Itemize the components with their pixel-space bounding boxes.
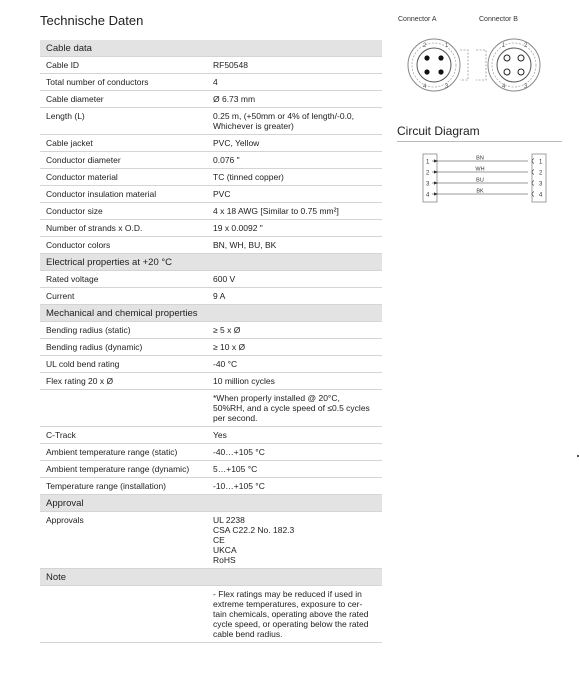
pin-label-b: 1 [539, 159, 543, 166]
pin-label-a: 4 [426, 192, 430, 199]
row-value: 4 x 18 AWG [Similar to 0.75 mm²] [213, 206, 339, 216]
connector-a-icon [404, 32, 472, 98]
row-label: C-Track [46, 430, 76, 440]
pin-label-b: 3 [539, 181, 543, 188]
table-row [40, 339, 382, 356]
table-row [40, 152, 382, 169]
table-row [40, 373, 382, 390]
circuit-diagram-title: Circuit Diagram [397, 124, 480, 138]
table-row [40, 108, 382, 135]
row-value: RF50548 [213, 60, 248, 70]
page-title: Technische Daten [40, 13, 144, 28]
row-value: UL 2238 CSA C22.2 No. 182.3 CE UKCA RoHS [213, 515, 295, 565]
section-header: Note [40, 569, 382, 586]
connector-b-icon [474, 32, 554, 98]
table-row [40, 220, 382, 237]
row-label: Conductor colors [46, 240, 111, 250]
connector-b-label: Connector B [479, 16, 518, 23]
svg-text:2: 2 [423, 43, 427, 49]
row-label: Cable ID [46, 60, 80, 70]
pin-label-a: 1 [426, 159, 430, 166]
svg-text:2: 2 [524, 43, 528, 49]
row-label: Temperature range (installation) [46, 481, 167, 491]
table-row [40, 74, 382, 91]
row-value: 9 A [213, 291, 226, 301]
row-value: -40 °C [213, 359, 238, 369]
row-label [40, 586, 211, 642]
row-value: 0.076 " [213, 155, 240, 165]
table-row [40, 57, 382, 74]
svg-text:1: 1 [445, 43, 449, 49]
row-value: PVC, Yellow [213, 138, 260, 148]
row-value: -10…+105 °C [213, 481, 265, 491]
divider [397, 141, 562, 142]
pin-label-b: 2 [539, 170, 543, 177]
table-row [40, 444, 382, 461]
table-row [40, 91, 382, 108]
row-value: *When properly installed @ 20°C, 50%RH, and a cycle speed of ≤0.5 cycles per second. [213, 393, 370, 423]
circuit-diagram [420, 150, 550, 206]
row-label: Ambient temperature range (static) [46, 447, 178, 457]
row-label: Ambient temperature range (dynamic) [46, 464, 190, 474]
table-row [40, 322, 382, 339]
section-header: Cable data [40, 40, 382, 57]
row-value: 5…+105 °C [213, 464, 258, 474]
section-header: Electrical properties at +20 °C [40, 254, 382, 271]
row-value: 600 V [213, 274, 236, 284]
pin-label-b: 4 [539, 192, 543, 199]
wire-color-label: BK [476, 188, 484, 195]
row-value: TC (tinned copper) [213, 172, 284, 182]
row-label: Cable jacket [46, 138, 93, 148]
table-row [40, 461, 382, 478]
wire-color-label: WH [475, 166, 485, 173]
svg-text:3: 3 [445, 84, 449, 90]
wire-color-label: BN [476, 155, 484, 162]
section-header: Mechanical and chemical properties [40, 305, 382, 322]
row-label: Approvals [46, 515, 84, 525]
row-label: Number of strands x O.D. [46, 223, 143, 233]
row-value: 19 x 0.0092 " [213, 223, 263, 233]
table-row [40, 586, 382, 643]
row-label: Cable diameter [46, 94, 104, 104]
row-label: Bending radius (static) [46, 325, 131, 335]
row-value: 0.25 m, (+50mm or 4% of length/-0.0, Whichever is greater) [213, 111, 355, 131]
table-row [40, 203, 382, 220]
row-label: Conductor material [46, 172, 118, 182]
table-row [40, 135, 382, 152]
row-value: PVC [213, 189, 231, 199]
row-label [40, 390, 211, 426]
pin-label-a: 3 [426, 181, 430, 188]
row-value: 4 [213, 77, 218, 87]
table-row [40, 186, 382, 203]
table-row [40, 271, 382, 288]
row-value: BN, WH, BU, BK [213, 240, 277, 250]
row-label: Flex rating 20 x Ø [46, 376, 114, 386]
section-header: Approval [40, 495, 382, 512]
table-row [40, 356, 382, 373]
row-label: Rated voltage [46, 274, 99, 284]
row-label: UL cold bend rating [46, 359, 120, 369]
row-value: ≥ 5 x Ø [213, 325, 241, 335]
row-value: Yes [213, 430, 227, 440]
table-row [40, 478, 382, 495]
row-label: Conductor diameter [46, 155, 121, 165]
table-row [40, 512, 382, 569]
table-row [40, 390, 382, 427]
connector-a-label: Connector A [398, 16, 437, 23]
row-value: Ø 6.73 mm [213, 94, 256, 104]
row-label: Bending radius (dynamic) [46, 342, 143, 352]
row-label: Total number of conductors [46, 77, 149, 87]
row-label: Current [46, 291, 75, 301]
row-label: Conductor insulation material [46, 189, 157, 199]
spec-table [40, 40, 382, 643]
svg-text:1: 1 [502, 43, 506, 49]
row-label: Conductor size [46, 206, 103, 216]
table-row [40, 169, 382, 186]
row-value: 10 million cycles [213, 376, 275, 386]
svg-text:4: 4 [502, 84, 506, 90]
table-row [40, 237, 382, 254]
pin-label-a: 2 [426, 170, 430, 177]
table-row [40, 427, 382, 444]
row-value: ≥ 10 x Ø [213, 342, 246, 352]
table-row [40, 288, 382, 305]
row-value: - Flex ratings may be reduced if used in extreme temperatures, exposure to cer- tain chemicals, operating above the rated cycle speed, or operating below the rated cable bend radius. [213, 589, 369, 639]
svg-text:3: 3 [524, 84, 528, 90]
row-value: -40…+105 °C [213, 447, 265, 457]
svg-text:4: 4 [423, 84, 427, 90]
wire-color-label: BU [476, 177, 484, 184]
row-label: Length (L) [46, 111, 85, 121]
